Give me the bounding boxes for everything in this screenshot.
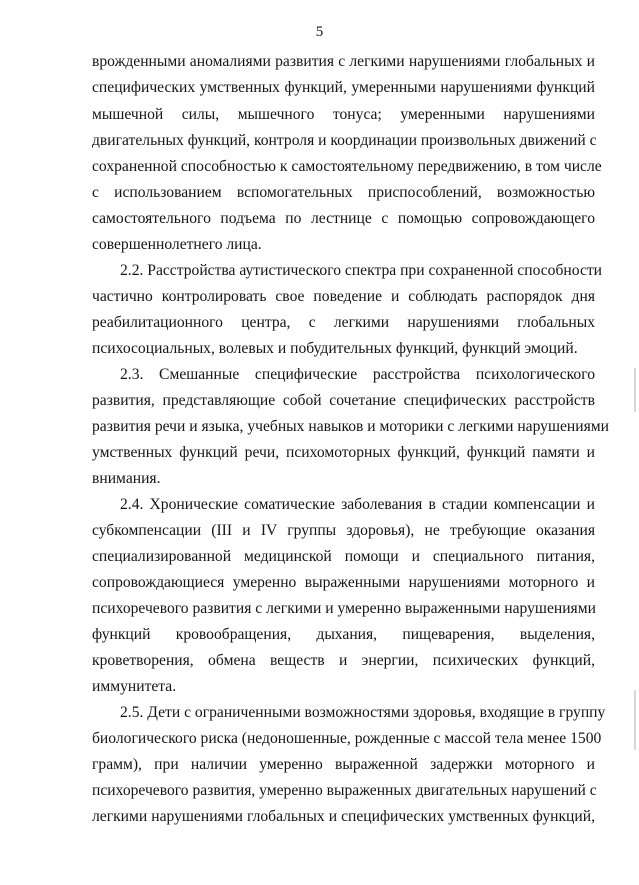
text-line: сопровождающиеся умеренно выраженными нарушениями моторного и — [92, 574, 595, 591]
text-line: внимания. — [92, 470, 161, 487]
text-line: врожденными аномалиями развития с легкими нарушениями глобальных и — [92, 53, 595, 70]
text-line: кроветворения, обмена веществ и энергии, психических функций, — [92, 652, 595, 669]
paragraph-2-3-first-line: 2.3. Смешанные специфические расстройства психологического — [120, 366, 595, 383]
text-line: грамм), при наличии умеренно выраженной задержки моторного и — [92, 756, 595, 773]
scan-edge-mark — [634, 368, 636, 412]
text-line: специализированной медицинской помощи и специального питания, — [92, 548, 595, 565]
text-line: реабилитационного центра, с легкими нарушениями глобальных — [92, 314, 595, 331]
text-line: развития, представляющие собой сочетание специфических расстройств — [92, 392, 595, 409]
page-number: 5 — [315, 24, 324, 40]
text-line: психоречевого развития с легкими и умеренно выраженными нарушениями — [92, 600, 596, 617]
paragraph-2-5-first-line: 2.5. Дети с ограниченными возможностями здоровья, входящие в группу — [120, 704, 606, 721]
text-line: совершеннолетнего лица. — [92, 236, 262, 253]
text-line: с использованием вспомогательных приспособлений, возможностью — [92, 184, 595, 201]
text-line: субкомпенсации (III и IV группы здоровья), не требующие оказания — [92, 522, 595, 539]
text-line: двигательных функций, контроля и координации произвольных движений с — [92, 132, 597, 149]
text-line: психоречевого развития, умеренно выраженных двигательных нарушений с — [92, 782, 597, 799]
text-line: мышечной силы, мышечного тонуса; умеренными нарушениями — [92, 106, 595, 123]
text-line: сохраненной способностью к самостоятельному передвижению, в том числе — [92, 158, 602, 175]
text-line: функций кровообращения, дыхания, пищеварения, выделения, — [92, 626, 595, 643]
text-line: легкими нарушениями глобальных и специфических умственных функций, — [92, 808, 595, 825]
paragraph-2-4-first-line: 2.4. Хронические соматические заболевания в стадии компенсации и — [120, 496, 595, 513]
text-line: самостоятельного подъема по лестнице с помощью сопровождающего — [92, 210, 595, 227]
text-line: развития речи и языка, учебных навыков и моторики с легкими нарушениями — [92, 418, 609, 435]
text-line: специфических умственных функций, умеренными нарушениями функций — [92, 79, 595, 96]
text-line: частично контролировать свое поведение и соблюдать распорядок дня — [92, 288, 595, 305]
text-line: биологического риска (недоношенные, рожденные с массой тела менее 1500 — [92, 730, 602, 747]
scan-edge-mark — [634, 690, 636, 750]
text-line: психосоциальных, волевых и побудительных функций, функций эмоций. — [92, 340, 578, 357]
paragraph-2-2-first-line: 2.2. Расстройства аутистического спектра при сохраненной способности — [120, 262, 603, 279]
text-line: умственных функций речи, психомоторных функций, функций памяти и — [92, 444, 595, 461]
text-line: иммунитета. — [92, 678, 177, 695]
